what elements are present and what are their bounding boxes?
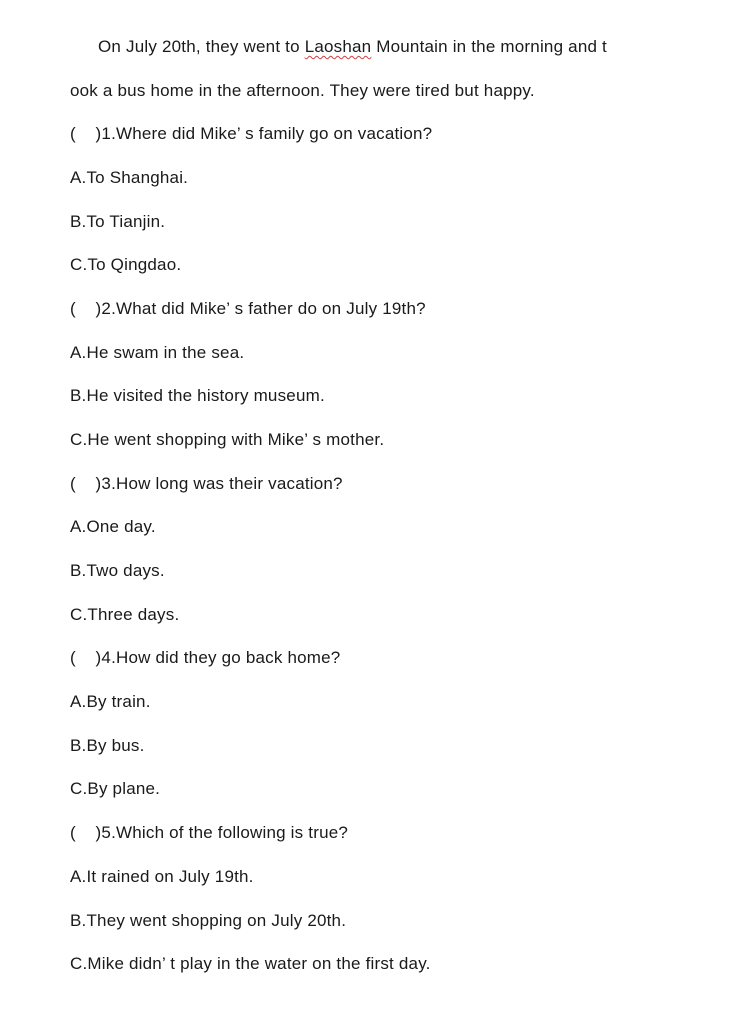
- q5-option-a: A.It rained on July 19th.: [70, 867, 254, 886]
- answer-blank: ( ): [70, 299, 102, 318]
- answer-blank: ( ): [70, 648, 102, 667]
- question-1: [70, 123, 432, 145]
- q4-option-c: C.By plane.: [70, 779, 161, 798]
- answer-blank: ( ): [70, 124, 102, 143]
- answer-blank: ( ): [70, 474, 102, 493]
- question-stem: 2.What did Mike’ s father do on July 19th?: [101, 299, 426, 318]
- q2-option-b: B.He visited the history museum.: [70, 386, 325, 405]
- q2-option-c: C.He went shopping with Mike’ s mother.: [70, 430, 385, 449]
- question-stem: 3.How long was their vacation?: [101, 474, 343, 493]
- q4-option-a: A.By train.: [70, 692, 151, 711]
- passage-text: On July 20th, they went to: [98, 37, 305, 56]
- q2-option-a: A.He swam in the sea.: [70, 343, 245, 362]
- q5-option-c: C.Mike didn’ t play in the water on the first day.: [70, 954, 431, 973]
- question-stem: 5.Which of the following is true?: [101, 823, 349, 842]
- q5-option-b: B.They went shopping on July 20th.: [70, 911, 347, 930]
- q4-option-b: B.By bus.: [70, 736, 145, 755]
- passage-text: Mountain in the morning and t: [371, 37, 607, 56]
- spellcheck-word: Laoshan: [304, 37, 372, 56]
- q3-option-c: C.Three days.: [70, 605, 180, 624]
- q3-option-b: B.Two days.: [70, 561, 165, 580]
- question-4: [70, 647, 340, 669]
- question-2: [70, 298, 426, 320]
- question-3: [70, 473, 343, 495]
- answer-blank: ( ): [70, 823, 102, 842]
- passage-line-2: ook a bus home in the afternoon. They were tired but happy.: [70, 81, 535, 100]
- passage-line-1: [98, 36, 607, 58]
- question-stem: 4.How did they go back home?: [101, 648, 341, 667]
- q3-option-a: A.One day.: [70, 517, 156, 536]
- q1-option-b: B.To Tianjin.: [70, 212, 166, 231]
- q1-option-c: C.To Qingdao.: [70, 255, 182, 274]
- question-5: [70, 822, 348, 844]
- question-stem: 1.Where did Mike’ s family go on vacation?: [101, 124, 433, 143]
- q1-option-a: A.To Shanghai.: [70, 168, 189, 187]
